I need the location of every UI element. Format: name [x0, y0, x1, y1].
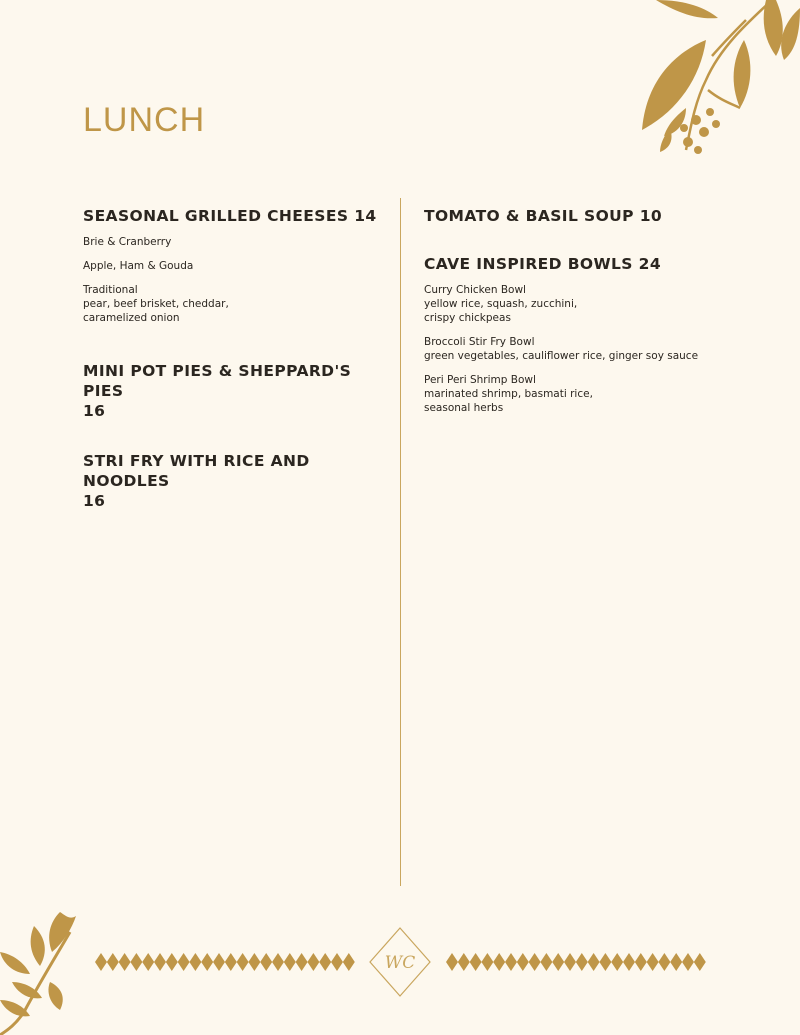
diamond-shape: [237, 953, 249, 971]
item-name: Curry Chicken Bowl: [424, 284, 526, 296]
item-description: yellow rice, squash, zucchini,: [424, 298, 578, 310]
section-title: STRI FRY WITH RICE AND NOODLES: [83, 452, 310, 490]
diamond-shape: [248, 953, 260, 971]
diamond-shape: [470, 953, 482, 971]
monogram-logo: [368, 926, 432, 998]
item-name: Apple, Ham & Gouda: [83, 260, 194, 272]
section-title: CAVE INSPIRED BOWLS 24: [424, 255, 662, 273]
diamond-shape: [130, 953, 142, 971]
diamond-border-left: [95, 953, 357, 971]
diamond-shape: [142, 953, 154, 971]
diamond-shape: [576, 953, 588, 971]
section-title: SEASONAL GRILLED CHEESES 14: [83, 207, 377, 225]
diamond-shape: [284, 953, 296, 971]
left-column: [83, 206, 383, 533]
diamond-shape: [225, 953, 237, 971]
item-description: crispy chickpeas: [424, 312, 511, 324]
diamond-shape: [154, 953, 166, 971]
menu-item: [83, 259, 383, 273]
item-name: Peri Peri Shrimp Bowl: [424, 374, 536, 386]
menu-item: [83, 283, 383, 325]
menu-section-grilled-cheeses: [83, 206, 383, 325]
column-divider: [400, 198, 401, 886]
diamond-shape: [213, 953, 225, 971]
diamond-shape: [588, 953, 600, 971]
item-description: seasonal herbs: [424, 402, 504, 414]
diamond-shape: [670, 953, 682, 971]
diamond-shape: [178, 953, 190, 971]
diamond-pattern: [446, 953, 708, 971]
leaf-branch-icon: [0, 912, 82, 1035]
diamond-shape: [552, 953, 564, 971]
item-description: green vegetables, cauliflower rice, ginger soy sauce: [424, 350, 699, 362]
menu-section-stir-fry: [83, 451, 383, 511]
menu-section-pot-pies: [83, 361, 383, 421]
diamond-shape: [517, 953, 529, 971]
item-description: marinated shrimp, basmati rice,: [424, 388, 593, 400]
section-title: TOMATO & BASIL SOUP 10: [424, 207, 663, 225]
diamond-shape: [260, 953, 272, 971]
page-title: LUNCH: [83, 100, 206, 139]
item-name: Brie & Cranberry: [83, 236, 172, 248]
item-description: caramelized onion: [83, 312, 180, 324]
diamond-shape: [623, 953, 635, 971]
diamond-shape: [331, 953, 343, 971]
menu-item: [424, 283, 754, 325]
menu-section-bowls: [424, 254, 754, 415]
diamond-pattern: [95, 953, 357, 971]
diamond-shape: [189, 953, 201, 971]
diamond-shape: [481, 953, 493, 971]
diamond-shape: [529, 953, 541, 971]
diamond-shape: [201, 953, 213, 971]
diamond-shape: [119, 953, 131, 971]
diamond-shape: [564, 953, 576, 971]
item-name: Traditional: [83, 284, 138, 296]
section-price: 16: [83, 402, 106, 420]
diamond-shape: [296, 953, 308, 971]
diamond-shape: [611, 953, 623, 971]
diamond-shape: [458, 953, 470, 971]
diamond-shape: [446, 953, 458, 971]
diamond-shape: [166, 953, 178, 971]
menu-item: [424, 373, 754, 415]
diamond-shape: [505, 953, 517, 971]
diamond-shape: [599, 953, 611, 971]
item-description: pear, beef brisket, cheddar,: [83, 298, 229, 310]
diamond-shape: [319, 953, 331, 971]
diamond-shape: [635, 953, 647, 971]
diamond-shape: [493, 953, 505, 971]
diamond-shape: [682, 953, 694, 971]
diamond-shape: [95, 953, 107, 971]
leaf-branch-icon: [636, 0, 800, 160]
menu-section-soup: [424, 206, 754, 226]
diamond-shape: [647, 953, 659, 971]
section-price: 16: [83, 492, 106, 510]
diamond-shape: [658, 953, 670, 971]
diamond-shape: [272, 953, 284, 971]
diamond-shape: [307, 953, 319, 971]
section-title: MINI POT PIES & SHEPPARD'S PIES: [83, 362, 352, 400]
menu-item: [424, 335, 754, 363]
diamond-border-right: [446, 953, 708, 971]
diamond-shape: [540, 953, 552, 971]
monogram-text: WC: [384, 953, 416, 973]
diamond-shape: [343, 953, 355, 971]
right-column: [424, 206, 754, 437]
diamond-shape: [107, 953, 119, 971]
diamond-shape: [694, 953, 706, 971]
item-name: Broccoli Stir Fry Bowl: [424, 336, 535, 348]
menu-item: [83, 235, 383, 249]
